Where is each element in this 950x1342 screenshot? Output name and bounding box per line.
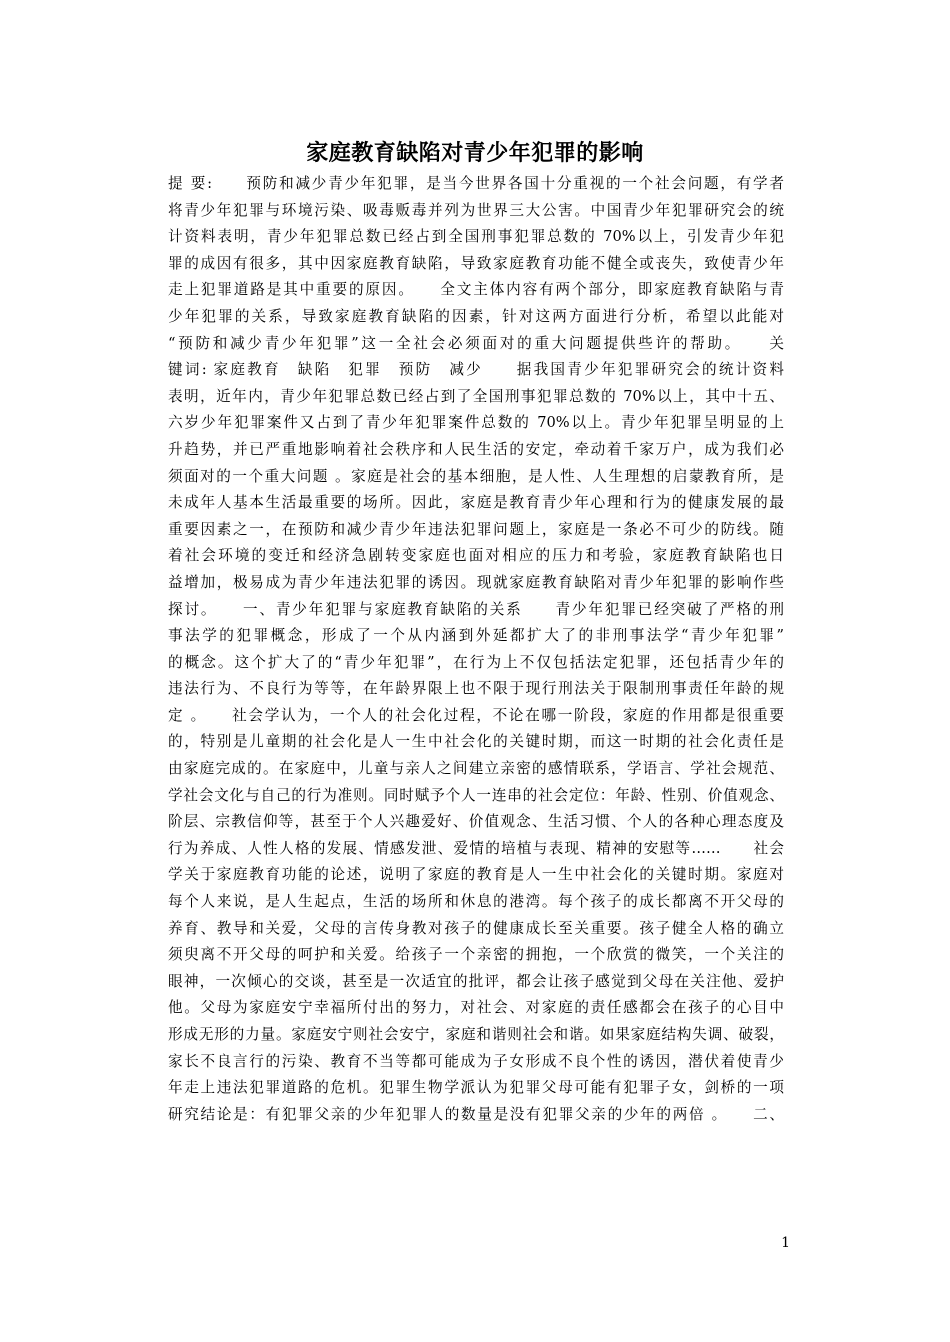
body-line: 键词: 家庭教育 缺陷 犯罪 预防 减少 据我国青少年犯罪研究会的统计资料: [168, 361, 784, 379]
body-line: 形成无形的力量。家庭安宁则社会安宁，家庭和谐则社会和谐。如果家庭结构失调、破裂，: [168, 1026, 784, 1043]
body-line: 学社会文化与自己的行为准则。同时赋予个人一连串的社会定位：年龄、性别、价值观念、: [168, 786, 784, 804]
body-line: 行为养成、人性人格的发展、情感发泄、爱情的培植与表现、精神的安慰等…… 社会: [168, 839, 784, 857]
body-line: 眼神，一次倾心的交谈，甚至是一次适宜的批评，都会让孩子感觉到父母在关注他、爱护: [168, 972, 784, 990]
body-line: 升趋势，并已严重地影响着社会秩序和人民生活的安定，牵动着千家万户，成为我们必: [168, 440, 784, 458]
body-line: 重要因素之一，在预防和减少青少年违法犯罪问题上，家庭是一条必不可少的防线。随: [168, 520, 784, 538]
body-line: 着社会环境的变迁和经济急剧转变家庭也面对相应的压力和考验，家庭教育缺陷也日: [168, 547, 784, 565]
body-line: 的概念。这个扩大了的“青少年犯罪”，在行为上不仅包括法定犯罪，还包括青少年的: [168, 653, 784, 671]
body-line: 将青少年犯罪与环境污染、吸毒贩毒并列为世界三大公害。中国青少年犯罪研究会的统: [168, 201, 784, 219]
body-line: 的，特别是儿童期的社会化是人一生中社会化的关键时期，而这一时期的社会化责任是: [168, 733, 784, 751]
body-line: 少年犯罪的关系，导致家庭教育缺陷的因素，针对这两方面进行分析，希望以此能对: [168, 307, 784, 325]
body-line: 提 要: 预防和减少青少年犯罪，是当今世界各国十分重视的一个社会问题，有学者: [168, 175, 784, 192]
body-line: 由家庭完成的。在家庭中，儿童与亲人之间建立亲密的感情联系，学语言、学社会规范、: [168, 760, 784, 778]
body-line: 六岁少年犯罪案件又占到了青少年犯罪案件总数的 70%以上。青少年犯罪呈明显的上: [168, 414, 784, 432]
body-line: 他。父母为家庭安宁幸福所付出的努力，对社会、对家庭的责任感都会在孩子的心目中: [168, 999, 784, 1017]
body-line: 走上犯罪道路是其中重要的原因。 全文主体内容有两个部分，即家庭教育缺陷与青: [168, 281, 784, 299]
body-line: 年走上违法犯罪道路的危机。犯罪生物学派认为犯罪父母可能有犯罪子女，剑桥的一项: [168, 1079, 784, 1097]
body-line: 每个人来说，是人生起点，生活的场所和休息的港湾。每个孩子的成长都离不开父母的: [168, 893, 784, 911]
body-line: 探讨。 一、青少年犯罪与家庭教育缺陷的关系 青少年犯罪已经突破了严格的刑: [168, 600, 784, 618]
body-line: 计资料表明，青少年犯罪总数已经占到全国刑事犯罪总数的 70%以上，引发青少年犯: [168, 228, 784, 246]
body-line: “预防和减少青少年犯罪”这一全社会必须面对的重大问题提供些许的帮助。 关: [168, 334, 784, 352]
body-line: 阶层、宗教信仰等，甚至于个人兴趣爱好、价值观念、生活习惯、个人的各种心理态度及: [168, 813, 784, 831]
body-line: 研究结论是：有犯罪父亲的少年犯罪人的数量是没有犯罪父亲的少年的两倍 。 二、: [168, 1105, 784, 1123]
body-line: 养育、教导和关爱，父母的言传身教对孩子的健康成长至关重要。孩子健全人格的确立: [168, 919, 784, 937]
document-title: 家庭教育缺陷对青少年犯罪的影响: [306, 141, 644, 166]
body-line: 未成年人基本生活最重要的场所。因此，家庭是教育青少年心理和行为的健康发展的最: [168, 494, 784, 512]
body-line: 学关于家庭教育功能的论述，说明了家庭的教育是人一生中社会化的关键时期。家庭对: [168, 866, 784, 884]
body-line: 益增加，极易成为青少年违法犯罪的诱因。现就家庭教育缺陷对青少年犯罪的影响作些: [168, 573, 784, 591]
body-line: 须面对的一个重大问题 。家庭是社会的基本细胞，是人性、人生理想的启蒙教育所，是: [168, 467, 784, 485]
body-line: 事法学的犯罪概念，形成了一个从内涵到外延都扩大了的非刑事法学“青少年犯罪”: [168, 627, 784, 645]
page-number: 1: [781, 1235, 790, 1251]
document-body: [168, 171, 784, 1128]
body-line: 定 。 社会学认为，一个人的社会化过程，不论在哪一阶段，家庭的作用都是很重要: [168, 706, 784, 724]
body-line: 须臾离不开父母的呵护和关爱。给孩子一个亲密的拥抱，一个欣赏的微笑，一个关注的: [168, 946, 784, 964]
body-line: 罪的成因有很多，其中因家庭教育缺陷，导致家庭教育功能不健全或丧失，致使青少年: [168, 254, 784, 272]
body-line: 家长不良言行的污染、教育不当等都可能成为子女形成不良个性的诱因，潜伏着使青少: [168, 1052, 784, 1070]
body-line: 表明，近年内，青少年犯罪总数已经占到了全国刑事犯罪总数的 70%以上，其中十五、: [168, 387, 784, 405]
body-line: 违法行为、不良行为等等，在年龄界限上也不限于现行刑法关于限制刑事责任年龄的规: [168, 680, 784, 698]
